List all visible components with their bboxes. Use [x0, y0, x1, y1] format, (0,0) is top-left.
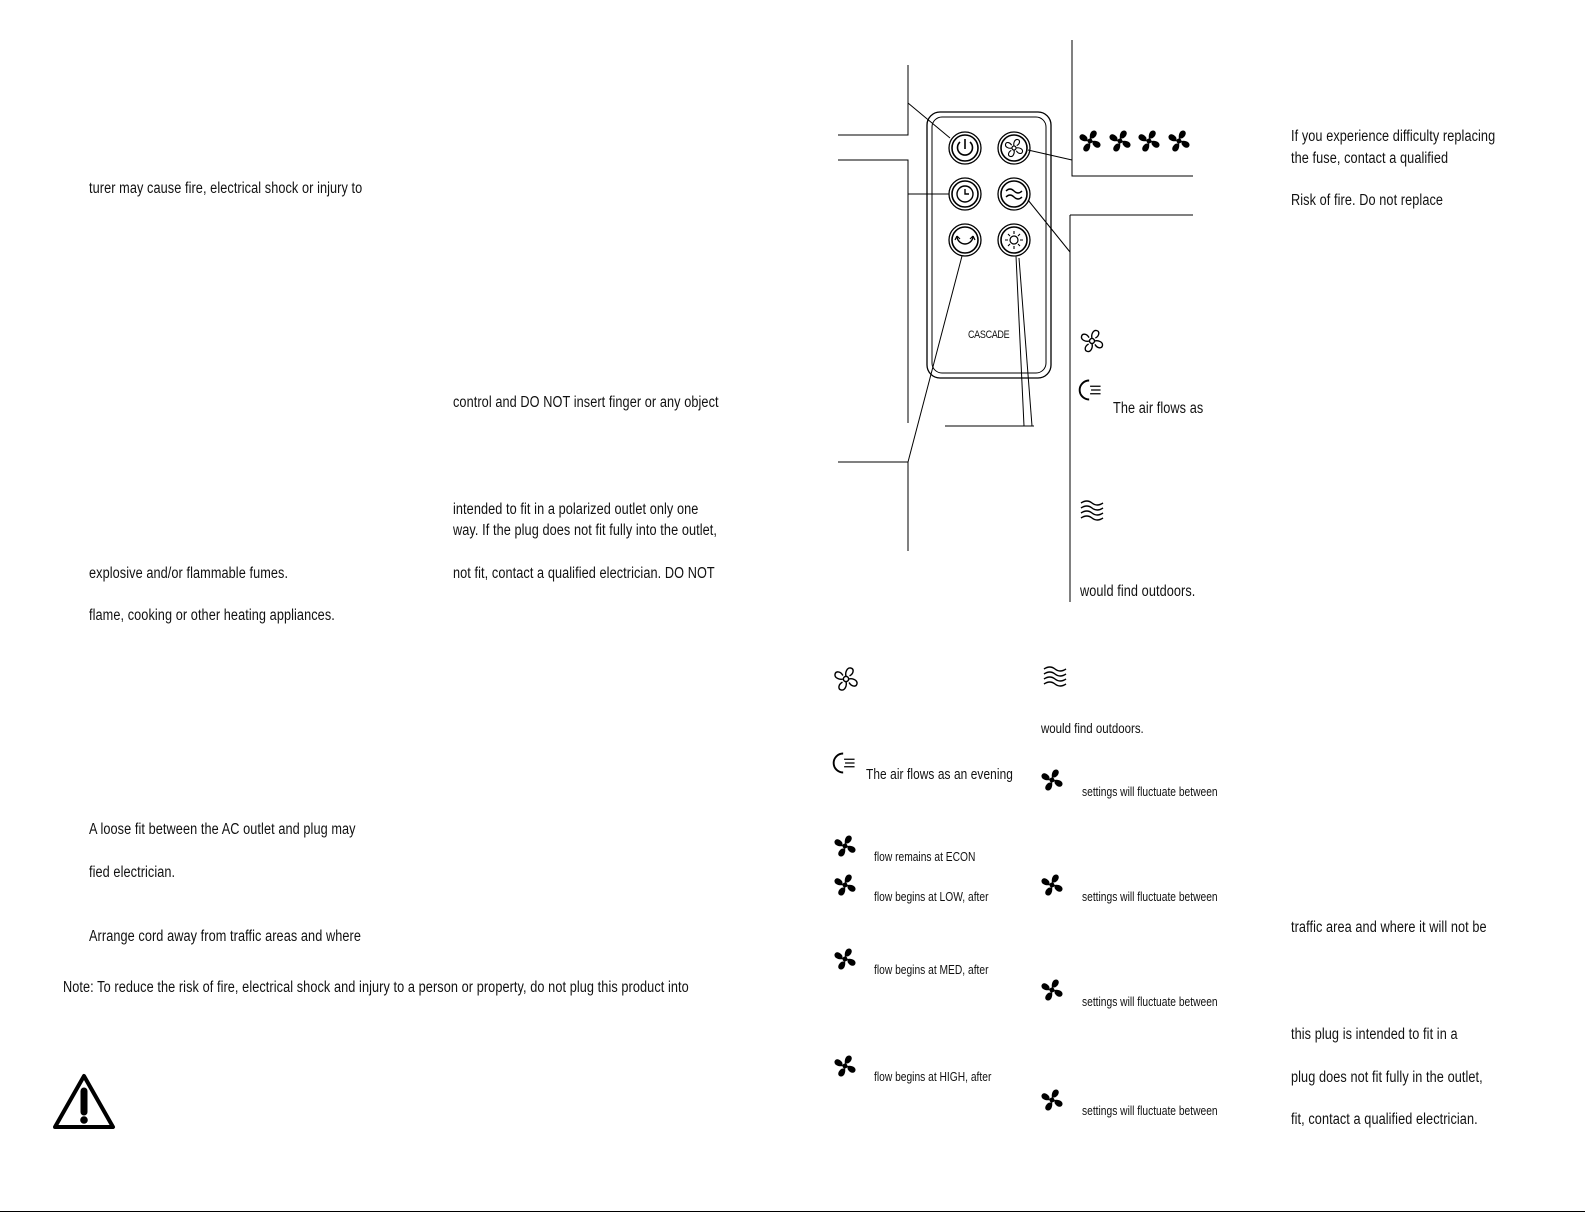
left-text-line-1: turer may cause fire, electrical shock or injury to — [89, 180, 363, 197]
right-text-line-1: If you experience difficulty replacing — [1291, 128, 1496, 145]
middle-text-line-3: way. If the plug does not fit fully into the outlet, — [453, 522, 718, 539]
left-text-line-3: flame, cooking or other heating appliances. — [89, 607, 335, 624]
breeze-icon — [1080, 381, 1101, 400]
right-text-line-4: traffic area and where it will not be — [1291, 919, 1487, 936]
fan-icon — [1081, 330, 1102, 351]
bottom-rule — [0, 1211, 1585, 1212]
high-text: flow begins at HIGH, after — [874, 1070, 992, 1084]
fan-speed-icons — [1079, 130, 1189, 151]
fan-icon — [834, 1055, 855, 1076]
left-text-line-2: explosive and/or flammable fumes. — [89, 565, 289, 582]
econ-text: flow remains at ECON — [874, 850, 976, 864]
right-text-line-5: this plug is intended to fit in a — [1291, 1026, 1458, 1043]
mode-text-air-flows: The air flows as — [1113, 400, 1204, 417]
middle-text-line-4: not fit, contact a qualified electrician. DO NOT — [453, 565, 715, 582]
left-text-line-4: A loose fit between the AC outlet and plug may — [89, 821, 356, 838]
med-text: flow begins at MED, after — [874, 963, 989, 977]
middle-text-line-2: intended to fit in a polarized outlet only one — [453, 501, 699, 518]
right-text-line-3: Risk of fire. Do not replace — [1291, 192, 1444, 209]
evening-text: The air flows as an evening — [866, 767, 1013, 783]
power-icon[interactable] — [949, 132, 981, 164]
wind-waves-icon — [1044, 667, 1066, 686]
fan-icon — [835, 668, 857, 690]
mode-text-outdoors: would find outdoors. — [1080, 583, 1196, 600]
leader-lines — [838, 40, 1196, 602]
fan-button-icon[interactable] — [998, 132, 1030, 164]
left-text-line-5: fied electrician. — [89, 864, 176, 881]
fan-icon — [834, 835, 855, 856]
low-text: flow begins at LOW, after — [874, 890, 989, 904]
fan-icon — [1041, 769, 1062, 790]
right-text-line-6: plug does not fit fully in the outlet, — [1291, 1069, 1483, 1086]
timer-clock-icon[interactable] — [949, 178, 981, 210]
fan-icon — [834, 948, 855, 969]
right-text-line-2: the fuse, contact a qualified — [1291, 150, 1449, 167]
fan-icon — [1041, 874, 1062, 895]
fluctuate-text-2: settings will fluctuate between — [1082, 890, 1218, 904]
fluctuate-text-1: settings will fluctuate between — [1082, 785, 1218, 799]
fan-icon — [1041, 979, 1062, 1000]
note-text: Note: To reduce the risk of fire, electrical shock and injury to a person or property, do not plug this product into — [63, 979, 689, 996]
fan-icon — [834, 874, 855, 895]
oscillation-icon[interactable] — [949, 224, 981, 256]
fan-icon — [1041, 1089, 1062, 1110]
right-text-line-7: fit, contact a qualified electrician. — [1291, 1111, 1478, 1128]
remote-brand-logo: CASCADE — [968, 329, 1010, 341]
light-icon[interactable] — [998, 224, 1030, 256]
breeze-icon — [834, 754, 855, 773]
wind-waves-icon — [1081, 501, 1103, 520]
fluctuate-text-3: settings will fluctuate between — [1082, 995, 1218, 1009]
left-text-line-6: Arrange cord away from traffic areas and where — [89, 928, 361, 945]
lower-outdoors-text: would find outdoors. — [1041, 720, 1144, 736]
fluctuate-text-4: settings will fluctuate between — [1082, 1104, 1218, 1118]
mode-icon[interactable] — [998, 178, 1030, 210]
middle-text-line-1: control and DO NOT insert finger or any object — [453, 394, 719, 411]
